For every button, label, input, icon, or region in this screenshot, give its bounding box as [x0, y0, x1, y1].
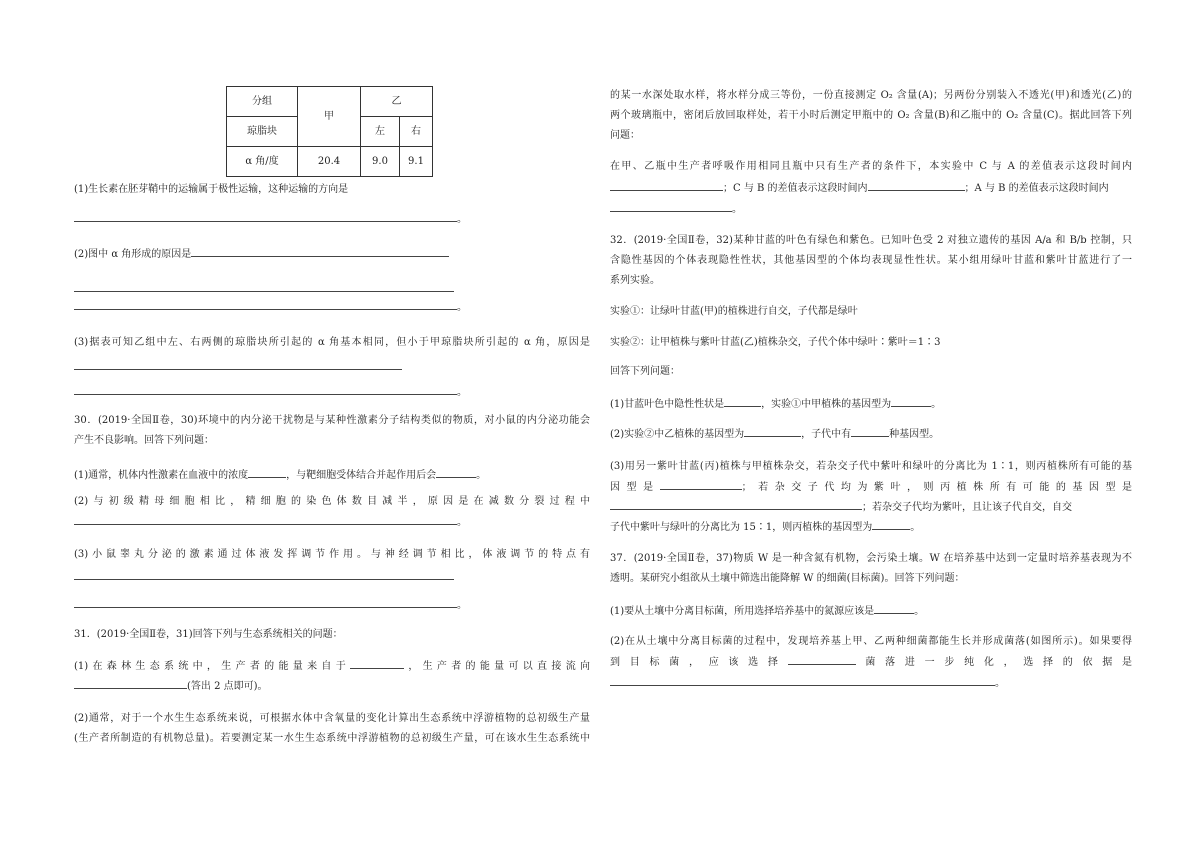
answer-blank	[610, 201, 732, 212]
answer-line: 。	[74, 384, 590, 401]
q32-intro-line3: 系列实验。	[610, 275, 660, 286]
answer-prompt: 回答下列问题：	[610, 366, 680, 377]
answer-blank	[744, 426, 801, 437]
table-cell-jia: 20.4	[298, 147, 361, 177]
results-table	[226, 86, 433, 177]
table-header-right: 右	[400, 117, 433, 147]
answer-blank	[872, 519, 910, 530]
table-header-left: 左	[361, 117, 400, 147]
answer-blank	[868, 180, 965, 191]
answer-line: 。	[74, 597, 590, 614]
answer-blank	[660, 479, 742, 490]
q30-part3: (3)小鼠睾丸分泌的激素通过体液发挥调节作用。与神经调节相比，体液调节的特点有	[74, 549, 590, 560]
question-2: (2)图中 α 角形成的原因是	[74, 246, 590, 263]
answer-line: 。	[74, 514, 590, 531]
answer-blank	[851, 426, 889, 437]
answer-blank	[874, 603, 914, 614]
q32-part1: (1)甘蓝叶色中隐性性状是 ，实验①中甲植株的基因型为 。	[610, 396, 1132, 413]
q37-intro-line2: 透明。某研究小组欲从土壤中筛选出能降解 W 的细菌(目标菌)。回答下列问题：	[610, 573, 965, 584]
answer-line	[74, 291, 454, 292]
answer-blank	[610, 180, 723, 191]
answer-line: 。	[610, 675, 1132, 692]
q31-continued-line2: 两个玻璃瓶中，密闭后放回取样处，若干小时后测定甲瓶中的 O₂ 含量(B)和乙瓶中的 O₂ 含量(C)。据此回答下列	[610, 110, 1132, 121]
q37-part1: (1)要从土壤中分离目标菌，所用选择培养基中的氮源应该是 。	[610, 603, 1132, 620]
q32-part3-line3: ；若杂交子代均为紫叶，且让该子代自交，自交	[610, 499, 1132, 516]
q37-intro-line1: 37．(2019·全国Ⅱ卷，37)物质 W 是一种含氮有机物，会污染土壤。W 在培养基中达到一定量时培养基表现为不	[610, 553, 1132, 564]
answer-blank	[74, 514, 457, 525]
answer-line	[74, 579, 454, 580]
q32-part3-line2: 因型是 ；若杂交子代均为紫叶，则丙植株所有可能的基因型是	[610, 479, 1132, 496]
q31-intro: 31．(2019·全国Ⅱ卷，31)回答下列与生态系统相关的问题：	[74, 629, 343, 640]
q31-continued-line5: ；C 与 B 的差值表示这段时间内 ；A 与 B 的差值表示这段时间内	[610, 180, 1132, 197]
q31-part2-line1: (2)通常，对于一个水生生态系统来说，可根据水体中含氧量的变化计算出生态系统中浮游植物的总初级生产量	[74, 713, 590, 724]
experiment-2: 实验②：让甲植株与紫叶甘蓝(乙)植株杂交，子代个体中绿叶∶紫叶＝1∶3	[610, 337, 941, 348]
q32-part3-line1: (3)用另一紫叶甘蓝(丙)植株与甲植株杂交，若杂交子代中紫叶和绿叶的分离比为 1∶1，则丙植株所有可能的基	[610, 461, 1132, 472]
q30-intro-line2: 产生不良影响。回答下列问题：	[74, 435, 214, 446]
question-1: (1)生长素在胚芽鞘中的运输属于极性运输，这种运输的方向是	[74, 184, 349, 195]
table-header-group: 分组	[227, 87, 298, 117]
q31-continued-line4: 在甲、乙瓶中生产者呼吸作用相同且瓶中只有生产者的条件下，本实验中 C 与 A 的差值表示这段时间内	[610, 161, 1132, 172]
answer-blank	[436, 467, 476, 478]
answer-line: 。	[74, 299, 590, 316]
answer-line	[74, 369, 402, 370]
q31-part2-line2: (生产者所制造的有机物总量)。若要测定某一水生生态系统中浮游植物的总初级生产量，可在该水生生态系统中	[74, 733, 590, 744]
q31-part1-line2: (答出 2 点即可)。	[74, 678, 590, 695]
table-header-jia: 甲	[298, 87, 361, 147]
table-header-block: 琼脂块	[227, 117, 298, 147]
answer-blank	[74, 211, 457, 222]
answer-blank	[788, 654, 856, 665]
q31-continued-line3: 问题：	[610, 130, 640, 141]
q37-part2-line2: 到目标菌，应该选择 菌落进一步纯化，选择的依据是	[610, 654, 1132, 671]
q32-part2: (2)实验②中乙植株的基因型为 ，子代中有 种基因型。	[610, 426, 1132, 443]
q31-part1-line1: (1)在森林生态系统中，生产者的能量来自于 ，生产者的能量可以直接流向	[74, 658, 590, 675]
answer-blank	[724, 396, 761, 407]
answer-blank	[891, 396, 931, 407]
answer-blank	[74, 299, 457, 310]
answer-blank	[191, 246, 449, 257]
answer-blank	[248, 467, 286, 478]
question-3: (3)据表可知乙组中左、右两侧的琼脂块所引起的 α 角基本相同，但小于甲琼脂块所引起的 α 角，原因是	[74, 337, 590, 348]
q30-part1: (1)通常，机体内性激素在血液中的浓度 ，与靶细胞受体结合并起作用后会 。	[74, 467, 590, 484]
q32-intro-line1: 32．(2019·全国Ⅱ卷，32)某种甘蓝的叶色有绿色和紫色。已知叶色受 2 对独立遗传的基因 A/a 和 B/b 控制，只	[610, 235, 1132, 246]
q37-part2-line1: (2)在从土壤中分离目标菌的过程中，发现培养基上甲、乙两种细菌都能生长并形成菌落(如图所示)。如果要得	[610, 636, 1132, 647]
answer-blank	[74, 678, 187, 689]
answer-blank	[610, 675, 995, 686]
q32-intro-line2: 含隐性基因的个体表现隐性性状，其他基因型的个体均表现显性性状。某小组用绿叶甘蓝和紫叶甘蓝进行了一	[610, 255, 1132, 266]
experiment-1: 实验①：让绿叶甘蓝(甲)的植株进行自交，子代都是绿叶	[610, 306, 858, 317]
answer-blank	[74, 384, 457, 395]
q31-continued-line6: 。	[610, 201, 1132, 218]
table-cell-right: 9.1	[400, 147, 433, 177]
q31-continued-line1: 的某一水深处取水样，将水样分成三等份，一份直接测定 O₂ 含量(A)；另两份分别装入不透光(甲)和透光(乙)的	[610, 90, 1132, 101]
table-cell-left: 9.0	[361, 147, 400, 177]
q30-part2: (2)与初级精母细胞相比，精细胞的染色体数目减半，原因是在减数分裂过程中	[74, 496, 590, 507]
q32-part3-line4: 子代中紫叶与绿叶的分离比为 15∶1，则丙植株的基因型为 。	[610, 519, 1132, 536]
answer-blank	[610, 499, 862, 510]
answer-blank	[74, 597, 457, 608]
q30-intro-line1: 30．(2019·全国Ⅱ卷，30)环境中的内分泌干扰物是与某种性激素分子结构类似的物质，对小鼠的内分泌功能会	[74, 415, 590, 426]
table-row-label: α 角/度	[227, 147, 298, 177]
answer-line: 。	[74, 211, 590, 228]
table-header-yi: 乙	[361, 87, 433, 117]
answer-blank	[350, 658, 404, 669]
